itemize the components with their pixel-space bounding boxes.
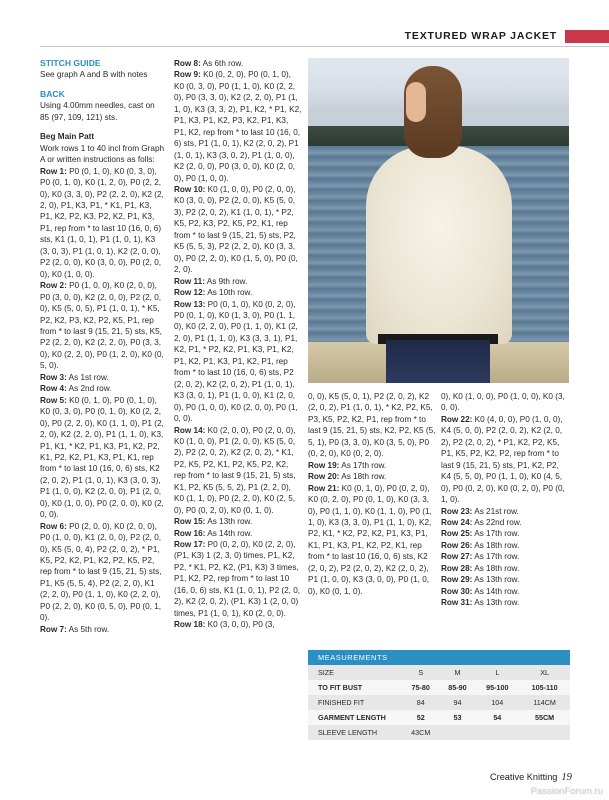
pattern-row (441, 414, 569, 506)
row-label: Row 21: (308, 483, 340, 493)
row-instructions: As 14th row. (472, 586, 520, 596)
pattern-row (174, 516, 302, 527)
page-footer (490, 772, 572, 783)
row-instructions: P0 (0, 1, 0), K0 (0, 2, 0), P0 (0, 1, 0), K0 (1, 3, 0), P0 (1, 1, 0), K0 (2, 2, 0), P0 (1, 1, 0), K1 (2, 2, 0), P1 (1, 1, 0), K3 (3, 3, 1), P1, K2, P1, * P2, K2, P1, K3, P1, K2, P1, K2, P1, K3, P1, K2, P1, rep from * to last 10 (16, 0, 6) sts, P2 (2, 0, 2), K2 (2, 0, 2), P1 (1, 0, 1), K3 (3, 0, 1), P1 (1, 0, 0), K1 (2, 0, 0), P0 (1, 0, 0), K0 (2, 0, 0), P0 (1, 0, 0). (174, 299, 298, 424)
spacer (40, 81, 166, 89)
pattern-row (441, 563, 569, 574)
row-label: Row 22: (441, 414, 473, 424)
pattern-row (174, 425, 302, 517)
row-instructions: As 13th row. (205, 517, 253, 527)
row-label: Row 14: (174, 425, 206, 435)
row-instructions: K0 (0, 1, 0), P0 (0, 1, 0), K0 (0, 3, 0), P0 (0, 1, 0), K0 (2, 2, 0), P0 (2, 2, 0), K0 (1, 1, 0), P1 (2, 2, 0), K2 (2, 2, 0), P1 (1, 1, 0), K3, P1, K1, * K2, P1, K3, P1, K2, P2, K1, P2, K2, P1, K3, P1, K1, rep from * to last 10 (16, 0, 6) sts, K2 (2, 0, 2), P1 (1, 0, 1), K3 (3, 0, 3), P1 (1, 0, 0), K2 (2, 0, 0), P1 (2, 0, 0), K0 (1, 0, 0), P0 (2, 0, 0), K0 (2, 0, 0). (40, 395, 164, 520)
pattern-row (441, 506, 569, 517)
row-instructions: As 18th row. (472, 540, 520, 550)
pattern-row (40, 166, 166, 281)
body-text: Using 4.00mm needles, cast on 85 (97, 109, 121) sts. (40, 101, 155, 122)
pattern-row (441, 540, 569, 551)
table-cell: 55CM (519, 710, 570, 725)
pattern-row (308, 471, 436, 482)
text-column-2 (174, 58, 302, 631)
pattern-row (40, 372, 166, 383)
table-cell (440, 725, 476, 740)
table-row (308, 725, 570, 740)
table-row (308, 680, 570, 695)
row-instructions: P0 (2, 0, 0), K0 (2, 0, 0), P0 (1, 0, 0), K1 (2, 0, 0), P2 (2, 0, 0), K5 (5, 0, 4), P2 (2, 0, 2), * P1, K5, P2, K2, P1, K2, P2, K5, P2, rep from * to last 9 (15, 21, 5) sts, P1, K5 (5, 5, 4), P2 (2, 2, 0), K1 (2, 2, 0), P0 (1, 1, 0), K0 (2, 2, 0), P0 (2, 2, 0), K0 (0, 5, 0), P0 (0, 1, 0). (40, 521, 162, 623)
row-instructions: As 14th row. (205, 528, 253, 538)
photo-jeans (386, 340, 490, 383)
row-label: Row 3: (40, 372, 67, 382)
pattern-row (441, 586, 569, 597)
table-cell: 54 (475, 710, 519, 725)
row-label: Row 1: (40, 166, 67, 176)
row-label: Row 27: (441, 552, 473, 562)
table-row (308, 710, 570, 725)
row-instructions: As 18th row. (472, 563, 520, 573)
column-header: SIZE (308, 665, 402, 680)
pattern-row (40, 395, 166, 521)
row-instructions: As 10th row. (205, 288, 253, 298)
row-label: Row 5: (40, 395, 67, 405)
pattern-row (441, 551, 569, 562)
row-instructions: As 18th row. (339, 472, 387, 482)
row-label: Row 25: (441, 529, 473, 539)
row-instructions: As 13th row. (472, 598, 520, 608)
row-instructions: As 21st row. (472, 506, 519, 516)
body-text: See graph A and B with notes (40, 70, 148, 80)
row-label: GARMENT LENGTH (308, 710, 402, 725)
table-cell: 105-110 (519, 680, 570, 695)
photo-face (406, 82, 426, 122)
row-label: Row 29: (441, 575, 473, 585)
table-cell (519, 725, 570, 740)
pattern-row (308, 460, 436, 471)
body-text: 0), K0 (1, 0, 0), P0 (1, 0, 0), K0 (3, 0, 0). (441, 392, 565, 413)
row-label: Row 26: (441, 540, 473, 550)
section-heading: STITCH GUIDE (40, 58, 101, 68)
table-cell (475, 725, 519, 740)
table-row (308, 695, 570, 710)
table-cell: 104 (475, 695, 519, 710)
row-instructions: As 17th row. (472, 552, 520, 562)
table-cell: 84 (402, 695, 440, 710)
pattern-row (174, 276, 302, 287)
row-instructions: As 22nd row. (472, 517, 522, 527)
row-instructions: As 2nd row. (66, 384, 112, 394)
row-label: Row 13: (174, 299, 206, 309)
model-photo (308, 58, 569, 383)
row-instructions: K0 (1, 0, 0), P0 (2, 0, 0), K0 (3, 0, 0), P2 (2, 0, 0), K5 (5, 0, 3), P2 (2, 0, 2), K1 (1, 0, 1), * P2, K5, P2, K3, P2, K5, P2, K1, rep from * to last 9 (15, 21, 5) sts, P2, K5 (5, 5, 3), P2 (2, 2, 0), K0 (3, 3, 0), P0 (2, 2, 0), K0 (1, 5, 0), P0 (0, 2, 0). (174, 184, 298, 275)
row-instructions: K0 (3, 0, 0), P0 (3, (205, 620, 275, 630)
row-label: Row 6: (40, 521, 67, 531)
pattern-row (174, 539, 302, 619)
row-label: Row 20: (308, 472, 340, 482)
row-instructions: K0 (4, 0, 0), P0 (1, 0, 0), K4 (5, 0, 0), P2 (2, 0, 2), K2 (2, 0, 2), P2 (2, 0, 2), * P1, K2, P2, K5, P1, K5, P2, K2, P2, rep from * to last 9 (15, 21, 5) sts, P1, K2, P2, K4 (5, 5, 0), P0 (1, 1, 0), K0 (4, 5, 0), P0 (0, 2, 0), K0 (0, 2, 0), P0 (0, 1, 0). (441, 414, 565, 505)
header-accent-bar (565, 30, 609, 43)
column-header: M (440, 665, 476, 680)
measurements-table (308, 650, 570, 740)
pattern-row (308, 483, 436, 598)
row-label: Row 18: (174, 620, 206, 630)
pattern-row (441, 574, 569, 585)
photo-cream-jacket (366, 146, 512, 344)
header-title: TEXTURED WRAP JACKET (404, 30, 557, 42)
watermark: PassionForum.ru (530, 786, 603, 797)
pattern-row (174, 528, 302, 539)
pattern-row (40, 521, 166, 624)
row-label: TO FIT BUST (308, 680, 402, 695)
row-label: Row 30: (441, 586, 473, 596)
body-text: Work rows 1 to 40 incl from Graph A or written instructions as folls: (40, 143, 165, 165)
table-cell: 53 (440, 710, 476, 725)
pattern-row (174, 299, 302, 425)
page-number: 19 (561, 772, 572, 783)
row-label: Row 16: (174, 528, 206, 538)
row-label: Row 10: (174, 184, 206, 194)
row-instructions: As 17th row. (472, 529, 520, 539)
pattern-row (441, 528, 569, 539)
pattern-row (174, 58, 302, 69)
row-label: Row 23: (441, 506, 473, 516)
pattern-row (441, 517, 569, 528)
column-header: S (402, 665, 440, 680)
row-label: Row 2: (40, 281, 67, 291)
row-label: Row 12: (174, 288, 206, 298)
row-label: Row 19: (308, 460, 340, 470)
row-label: Row 9: (174, 70, 201, 80)
row-label: Row 7: (40, 624, 67, 634)
row-label: Row 17: (174, 540, 206, 550)
table-header-row (308, 665, 570, 680)
text-column-3 (308, 391, 436, 597)
row-label: Row 11: (174, 276, 205, 286)
row-instructions: As 6th row. (200, 59, 244, 68)
row-label: Row 15: (174, 517, 206, 527)
row-instructions: K0 (0, 1, 0), P0 (0, 2, 0), K0 (0, 2, 0), P0 (0, 1, 0), K0 (3, 3, 0), P0 (1, 1, 0), K0 (1, 1, 0), P0 (1, 1, 0), K3 (3, 3, 0), P1 (1, 1, 0), K2, P2, K1, * K2, P2, K2, P1, K3, P1, K1, P1, K3, P1, K2, P2, K1, rep from * to last 10 (16, 0, 6) sts, K2 (2, 0, 2), P2 (2, 0, 2), K2 (2, 0, 2), P1 (1, 0, 0), K3 (3, 0, 0), P0 (1, 0, 0), K0 (0, 1, 0). (308, 483, 432, 596)
subsection-heading: Beg Main Patt (40, 132, 95, 142)
text-column-1 (40, 58, 166, 635)
row-label: Row 28: (441, 563, 473, 573)
table-cell: 52 (402, 710, 440, 725)
measurements-title: MEASUREMENTS (308, 650, 570, 665)
body-text: 0, 0), K5 (5, 0, 1), P2 (2, 0, 2), K2 (2, 0, 2), P1 (1, 0, 1), * K2, P2, K5, P3, K5, P2, K2, P1, rep from * to last 9 (15, 21, 5) sts, K2, P2, K5 (5, 5, 1), P0 (3, 3, 0), K0 (3, 5, 0), P0 (0, 2, 0), K0 (0, 2, 0). (308, 392, 436, 459)
table-cell: 43CM (402, 725, 440, 740)
row-label: FINISHED FIT (308, 695, 402, 710)
row-label: Row 4: (40, 384, 67, 394)
row-instructions: As 5th row. (66, 624, 110, 634)
pattern-row (174, 184, 302, 276)
header-rule (40, 46, 609, 47)
pattern-row (40, 280, 166, 372)
column-header: L (475, 665, 519, 680)
row-instructions: As 1st row. (66, 372, 109, 382)
table-cell: 95-100 (475, 680, 519, 695)
table-cell: 94 (440, 695, 476, 710)
table-cell: 85-90 (440, 680, 476, 695)
pattern-row (40, 383, 166, 394)
table-cell: 75-80 (402, 680, 440, 695)
pattern-row (441, 597, 569, 608)
section-heading: BACK (40, 88, 65, 99)
row-instructions: P0 (0, 2, 0), K0 (2, 2, 0), (P1, K3) 1 (2, 3, 0) times, P1, K2, P2, * K1, P2, K2, (P1, K3) 3 times, P1, K2, P2, rep from * to last 10 (16, 0, 6) sts, K1 (1, 0, 1), P2 (2, 0, 2), K2 (2, 0, 2), (P1, K3) 1 (2, 0, 0) times, P1 (1, 0, 1), K0 (2, 0, 0). (174, 540, 301, 618)
row-label: Row 31: (441, 598, 473, 608)
row-instructions: As 9th row. (204, 276, 248, 286)
row-instructions: As 17th row. (339, 460, 387, 470)
spacer (40, 123, 166, 131)
row-instructions: As 13th row. (472, 575, 520, 585)
row-label: Row 24: (441, 517, 473, 527)
row-instructions: K0 (0, 2, 0), P0 (0, 1, 0), K0 (0, 3, 0), P0 (1, 1, 0), K0 (2, 2, 0), P0 (3, 3, 0), K2 (2, 2, 0), P1 (1, 1, 0), K3 (3, 3, 2), P1, K2, * P1, K2, P1, K3, P1, K2, P3, K2, P1, K3, P1, K2, rep from * to last 10 (16, 0, 6) sts, P1 (1, 0, 1), K2 (2, 0, 2), P1 (1, 0, 1), K3 (3, 0, 2), P1 (1, 0, 0), K2 (2, 0, 0), P0 (3, 0, 0), K0 (2, 0, 0), P0 (1, 0, 0). (174, 70, 302, 183)
pattern-row (40, 624, 166, 635)
row-label: SLEEVE LENGTH (308, 725, 402, 740)
pattern-row (174, 69, 302, 184)
column-header: XL (519, 665, 570, 680)
pattern-row (174, 619, 302, 630)
table-cell: 114CM (519, 695, 570, 710)
magazine-name: Creative Knitting (490, 772, 558, 782)
row-instructions: P0 (0, 1, 0), K0 (0, 3, 0), P0 (0, 1, 0), K0 (1, 2, 0), P0 (2, 2, 0), K0 (3, 3, 0), P2 (2, 2, 0), K2 (2, 2, 0), P1, K3, P1, * K1, P1, K3, P1, K2, P2, K3, P2, K2, P1, K3, P1, rep from * to last 10 (16, 0, 6) sts, K1 (1, 0, 1), P1 (1, 0, 1), K3 (3, 0, 3), P1 (1, 0, 1), K2 (2, 0, 0), P2 (2, 0, 0), K0 (3, 0, 0), P0 (2, 0, 0), K0 (1, 0, 0). (40, 166, 164, 279)
row-instructions: K0 (2, 0, 0), P0 (2, 0, 0), K0 (1, 0, 0), P1 (2, 0, 0), K5 (5, 0, 2), P2 (2, 0, 2), K2 (2, 0, 2), * K1, P2, K5, P2, K1, P2, K5, P2, K2, rep from * to last 9 (15, 21, 5) sts, K1, P2, K5 (5, 5, 2), P1 (2, 2, 0), K0 (1, 1, 0), P0 (2, 2, 0), K0 (2, 5, 0), P0 (0, 2, 0), K0 (0, 1, 0). (174, 425, 296, 515)
row-instructions: P0 (1, 0, 0), K0 (2, 0, 0), P0 (3, 0, 0), K2 (2, 0, 0), P2 (2, 0, 0), K5 (5, 0, 5), P1 (1, 0, 1), * K5, P2, K2, P3, K2, P2, K5, P1, rep from * to last 9 (15, 21, 5) sts, K5, P2 (2, 2, 0), K2 (2, 2, 0), P0 (3, 3, 0), K0 (2, 2, 0), P0 (1, 2, 0), K0 (0, 5, 0). (40, 281, 164, 371)
row-label: Row 8: (174, 59, 201, 68)
text-column-4 (441, 391, 569, 609)
pattern-row (174, 287, 302, 298)
